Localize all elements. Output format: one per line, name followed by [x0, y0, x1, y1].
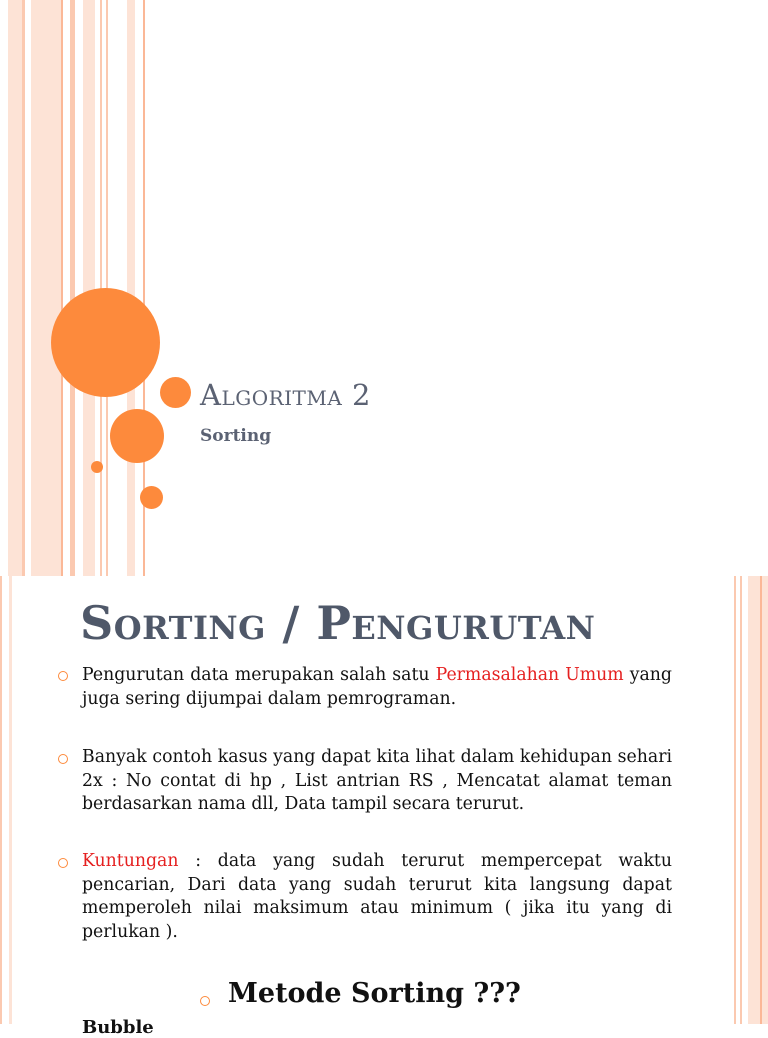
- bullet-text: Banyak contoh kasus yang dapat kita lihat dalam kehidupan sehari 2x : No contat di hp , List antrian RS , Mencatat alamat teman berdasarkan nama dll, Data tampil secara terurut.: [82, 747, 672, 814]
- decor-stripe: [734, 576, 736, 1024]
- decor-stripe: [0, 576, 2, 1024]
- bullet-icon: [58, 754, 68, 764]
- slide-subtitle: Sorting: [200, 426, 272, 446]
- decor-stripe: [61, 0, 63, 576]
- bullet-icon: [200, 996, 210, 1006]
- decor-stripe: [740, 576, 742, 1024]
- decor-stripe: [127, 0, 135, 576]
- decor-stripe: [760, 576, 762, 1024]
- content-title: Sorting / Pengurutan: [80, 596, 596, 650]
- section-heading: Metode Sorting ???: [228, 978, 521, 1009]
- bullet-icon: [58, 858, 68, 868]
- slide-title: Algoritma 2: [200, 378, 371, 412]
- decor-stripe: [31, 0, 61, 576]
- decor-stripe: [22, 0, 25, 576]
- highlight-text: Kuntungan: [82, 851, 179, 871]
- decor-stripe: [748, 576, 768, 1024]
- highlight-text: Permasalahan Umum: [435, 665, 624, 685]
- bullet-text: Kuntungan : data yang sudah terurut mempercepat waktu pencarian, Dari data yang sudah terurut kita langsung dapat memperoleh nilai maksimum atau minimum ( jika itu yang di perlukan ).: [82, 851, 672, 942]
- decor-circle-large: [51, 288, 160, 397]
- bullet-text: Pengurutan data merupakan salah satu Permasalahan Umum yang juga sering dijumpai dalam pemrograman.: [82, 665, 672, 709]
- decor-stripe: [9, 576, 12, 1024]
- decor-circle: [140, 486, 163, 509]
- decor-stripe: [70, 0, 75, 576]
- decor-circle: [91, 461, 103, 473]
- decor-circle: [160, 377, 191, 408]
- decor-stripe: [8, 0, 22, 576]
- decor-circle: [110, 409, 164, 463]
- cut-off-text: Bubble: [82, 1017, 154, 1038]
- decor-stripe: [83, 0, 95, 576]
- bullet-icon: [58, 671, 68, 681]
